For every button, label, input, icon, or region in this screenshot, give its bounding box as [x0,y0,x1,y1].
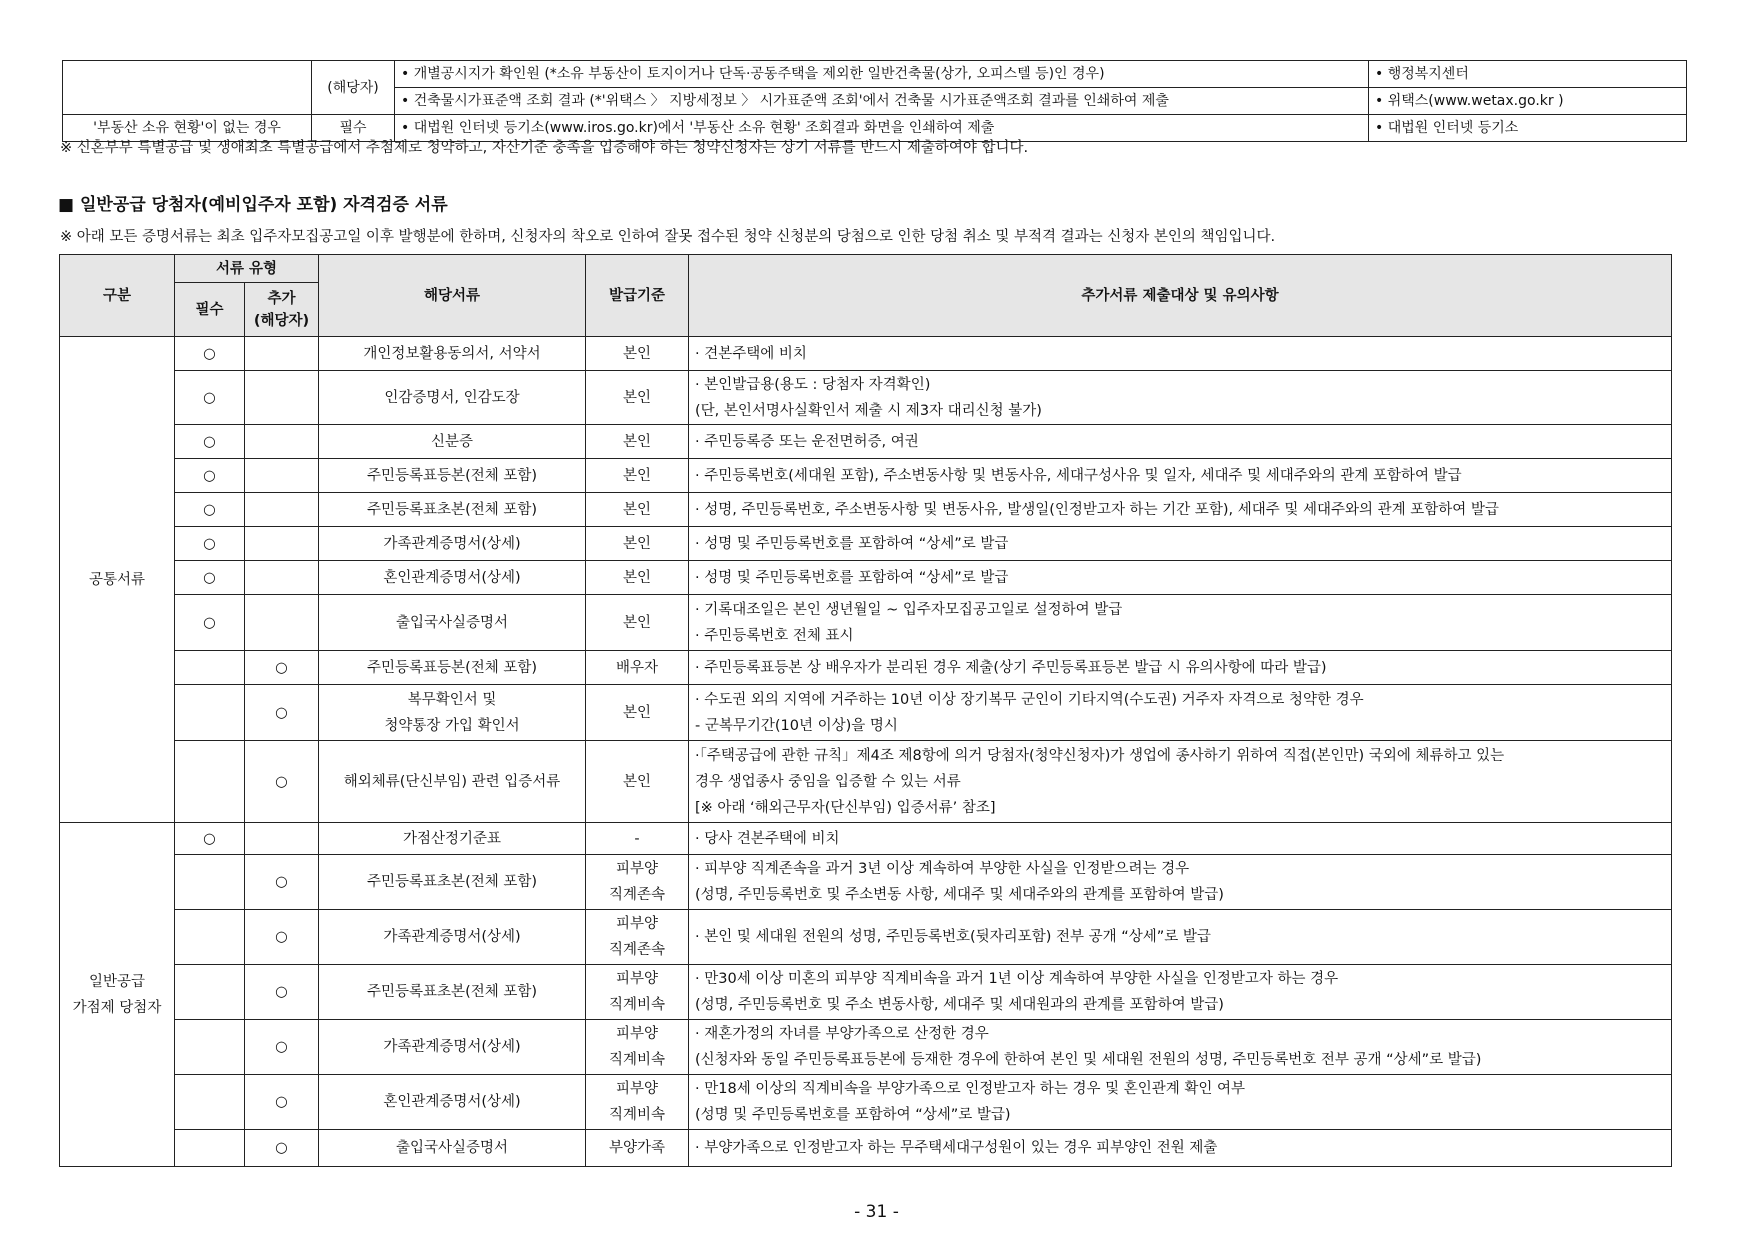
table-cell: • 대법원 인터넷 등기소 [1369,115,1687,142]
column-header: 구분 [60,255,175,337]
table-cell [175,1020,245,1075]
table-cell: 필수 [312,115,395,142]
table-cell [245,459,319,493]
issue-basis: 부양가족 [586,1130,689,1167]
group-label: 공통서류 [60,337,175,823]
notes-cell [689,823,1672,855]
doc-name: 주민등록표초본(전체 포함) [319,493,586,527]
table-cell [245,337,319,371]
documents-table [59,254,1672,1167]
group-label-line: 가점제 당첨자 [72,999,162,1016]
table-row [60,910,1672,965]
required-mark: ○ [175,823,245,855]
issue-basis [586,1075,689,1130]
basis-line: 피부양 [616,861,659,877]
table-cell [175,741,245,823]
table-row [60,561,1672,595]
doc-name: 개인정보활용동의서, 서약서 [319,337,586,371]
notes-cell [689,651,1672,685]
issue-basis: 본인 [586,459,689,493]
doc-name-line: 복무확인서 및 [407,691,497,708]
note-line: · 성명, 주민등록번호, 주소변동사항 및 변동사유, 발생일(인정받고자 하는 기간 포함), 세대주 및 세대주와의 관계 포함하여 발급 [695,501,1499,518]
table-cell [245,561,319,595]
issue-basis [586,965,689,1020]
table-row [60,493,1672,527]
required-mark: ○ [175,561,245,595]
doc-name: 신분증 [319,425,586,459]
doc-name: 주민등록표등본(전체 포함) [319,459,586,493]
column-header [245,283,319,337]
note-line: (성명 및 주민등록번호를 포함하여 “상세”로 발급) [695,1107,1011,1123]
column-header: 발급기준 [586,255,689,337]
notes-cell [689,855,1672,910]
issue-basis: 본인 [586,527,689,561]
basis-line: 직계존속 [609,887,666,903]
note-line: · 수도권 외의 지역에 거주하는 10년 이상 장기복무 군인이 기타지역(수도권) 거주자 자격으로 청약한 경우 [695,691,1364,708]
issue-basis [586,855,689,910]
note-line: · 본인발급용(용도 : 당첨자 자격확인) [695,376,931,393]
note-line: · 성명 및 주민등록번호를 포함하여 “상세”로 발급 [695,569,1009,586]
table-cell [175,1130,245,1167]
notes-cell [689,425,1672,459]
doc-name: 혼인관계증명서(상세) [319,561,586,595]
notes-cell [689,595,1672,651]
notes-cell [689,1130,1672,1167]
note-line: - 군복무기간(10년 이상)을 명시 [695,717,898,734]
table-cell [245,823,319,855]
issue-basis: - [586,823,689,855]
header-sublabel: (해당자) [253,312,310,329]
column-header: 필수 [175,283,245,337]
additional-mark: ○ [245,685,319,741]
page-number: - 31 - [854,1202,899,1222]
doc-name: 해외체류(단신부임) 관련 입증서류 [319,741,586,823]
table-cell: (해당자) [312,61,395,115]
table-row [60,741,1672,823]
doc-name: 가족관계증명서(상세) [319,527,586,561]
table-row [60,965,1672,1020]
required-mark: ○ [175,371,245,425]
issue-basis [586,1020,689,1075]
table-cell [175,855,245,910]
basis-line: 직계존속 [609,942,666,958]
issue-basis: 본인 [586,685,689,741]
notes-cell [689,493,1672,527]
note-line: · 만30세 이상 미혼의 피부양 직계비속을 과거 1년 이상 계속하여 부양한 사실을 인정받고자 하는 경우 [695,971,1339,987]
basis-line: 피부양 [616,1081,659,1097]
note-line: · 주민등록번호 전체 표시 [695,627,854,644]
column-header: 서류 유형 [175,255,319,283]
table-cell [175,651,245,685]
basis-line: 피부양 [616,1026,659,1042]
additional-mark: ○ [245,910,319,965]
table-cell [245,493,319,527]
issue-basis: 본인 [586,741,689,823]
table-row [60,651,1672,685]
notes-cell [689,459,1672,493]
note-line: · 주민등록번호(세대원 포함), 주소변동사항 및 변동사유, 세대구성사유 및 일자, 세대주 및 세대주와의 관계 포함하여 발급 [695,467,1462,484]
required-mark: ○ [175,425,245,459]
additional-mark: ○ [245,651,319,685]
table-cell: • 건축물시가표준액 조회 결과 (*'위택스 〉 지방세정보 〉 시가표준액 조회'에서 건축물 시가표준액조회 결과를 인쇄하여 제출 [395,88,1369,115]
basis-line: 직계비속 [609,1052,666,1068]
note-line: (성명, 주민등록번호 및 주소 변동사항, 세대주 및 세대원과의 관계를 포함하여 발급) [695,997,1224,1013]
additional-mark: ○ [245,741,319,823]
notes-cell [689,371,1672,425]
column-header: 추가서류 제출대상 및 유의사항 [689,255,1672,337]
issue-basis: 본인 [586,493,689,527]
notes-cell [689,910,1672,965]
notes-cell [689,337,1672,371]
column-header: 해당서류 [319,255,586,337]
note-line: · 당사 견본주택에 비치 [695,830,840,847]
table-row [60,595,1672,651]
notes-cell [689,741,1672,823]
table-row [60,855,1672,910]
doc-name: 인감증명서, 인감도장 [319,371,586,425]
note-text: ※ 아래 모든 증명서류는 최초 입주자모집공고일 이후 발행분에 한하며, 신청자의 착오로 인하여 잘못 접수된 청약 신청분의 당첨으로 인한 당첨 취소 및 부적격 결과는 신청자 본인의 책임입니다. [60,229,1276,245]
required-mark: ○ [175,459,245,493]
doc-name: 혼인관계증명서(상세) [319,1075,586,1130]
basis-line: 직계비속 [609,1107,666,1123]
note-line: (성명, 주민등록번호 및 주소변동 사항, 세대주 및 세대주와의 관계를 포함하여 발급) [695,887,1224,903]
required-mark: ○ [175,595,245,651]
doc-name: 주민등록표등본(전체 포함) [319,651,586,685]
notes-cell [689,685,1672,741]
doc-name: 가족관계증명서(상세) [319,910,586,965]
table-cell [175,965,245,1020]
table-cell: • 대법원 인터넷 등기소(www.iros.go.kr)에서 '부동산 소유 현황' 조회결과 화면을 인쇄하여 제출 [395,115,1369,142]
table-row [60,527,1672,561]
issue-basis [586,910,689,965]
required-mark: ○ [175,493,245,527]
table-row [60,337,1672,371]
table-row [60,685,1672,741]
note-line: · 주민등록표등본 상 배우자가 분리된 경우 제출(상기 주민등록표등본 발급 시 유의사항에 따라 발급) [695,659,1327,676]
note-line: · 본인 및 세대원 전원의 성명, 주민등록번호(뒷자리포함) 전부 공개 “상세”로 발급 [695,929,1211,945]
top-table [62,60,1687,142]
table-cell [245,425,319,459]
additional-mark: ○ [245,1020,319,1075]
table-row [60,1130,1672,1167]
table-cell [245,527,319,561]
doc-name: 가족관계증명서(상세) [319,1020,586,1075]
note-line: (단, 본인서명사실확인서 제출 시 제3자 대리신청 불가) [695,402,1042,419]
table-row [60,371,1672,425]
header-row [60,255,1672,283]
table-row [60,425,1672,459]
table-row [60,1020,1672,1075]
doc-name [319,685,586,741]
issue-basis: 본인 [586,425,689,459]
doc-name: 주민등록표초본(전체 포함) [319,965,586,1020]
group-label [60,823,175,1167]
table-cell [175,1075,245,1130]
issue-basis: 본인 [586,337,689,371]
note-line: · 기록대조일은 본인 생년월일 ~ 입주자모집공고일로 설정하여 발급 [695,601,1123,618]
required-mark: ○ [175,527,245,561]
header-label: 추가 [267,290,296,307]
basis-line: 피부양 [616,916,659,932]
note-line: 경우 생업종사 중임을 입증할 수 있는 서류 [695,773,961,790]
table-cell: • 개별공시지가 확인원 (*소유 부동산이 토지이거나 단독·공동주택을 제외한 일반건축물(상가, 오피스텔 등)인 경우) [395,61,1369,88]
table-cell [175,685,245,741]
note-line: · 재혼가정의 자녀를 부양가족으로 산정한 경우 [695,1026,989,1042]
table-row [60,459,1672,493]
table-cell [245,371,319,425]
note-text: ※ 신혼부부 특별공급 및 생애최초 특별공급에서 추첨제로 청약하고, 자산기준 충족을 입증해야 하는 청약신청자는 상기 서류를 반드시 제출하여야 합니다. [60,140,1029,156]
additional-mark: ○ [245,965,319,1020]
basis-line: 직계비속 [609,997,666,1013]
doc-name: 출입국사실증명서 [319,595,586,651]
note-line: [※ 아래 ‘해외근무자(단신부임) 입증서류’ 참조] [695,799,996,816]
table-cell [245,595,319,651]
doc-name-line: 청약통장 가입 확인서 [384,717,520,734]
notes-cell [689,965,1672,1020]
additional-mark: ○ [245,855,319,910]
note-line: · 부양가족으로 인정받고자 하는 무주택세대구성원이 있는 경우 피부양인 전원 제출 [695,1140,1218,1156]
notes-cell [689,1075,1672,1130]
doc-name: 가점산정기준표 [319,823,586,855]
additional-mark: ○ [245,1075,319,1130]
table-cell: • 위택스(www.wetax.go.kr ) [1369,88,1687,115]
required-mark: ○ [175,337,245,371]
note-line: ·「주택공급에 관한 규칙」제4조 제8항에 의거 당첨자(청약신청자)가 생업에 종사하기 위하여 직접(본인만) 국외에 체류하고 있는 [695,747,1505,764]
note-line: · 피부양 직계존속을 과거 3년 이상 계속하여 부양한 사실을 인정받으려는 경우 [695,861,1190,877]
note-line: · 성명 및 주민등록번호를 포함하여 “상세”로 발급 [695,535,1009,552]
issue-basis: 본인 [586,371,689,425]
section-title: ■ 일반공급 당첨자(예비입주자 포함) 자격검증 서류 [58,195,448,215]
note-line: · 만18세 이상의 직계비속을 부양가족으로 인정받고자 하는 경우 및 혼인관계 확인 여부 [695,1081,1246,1097]
table-row [60,1075,1672,1130]
note-line: · 주민등록증 또는 운전면허증, 여권 [695,433,919,450]
note-line: · 견본주택에 비치 [695,345,807,362]
table-cell [63,61,312,115]
doc-name: 주민등록표초본(전체 포함) [319,855,586,910]
group-label-line: 일반공급 [88,973,146,990]
notes-cell [689,527,1672,561]
table-cell [175,910,245,965]
notes-cell [689,1020,1672,1075]
issue-basis: 배우자 [586,651,689,685]
issue-basis: 본인 [586,595,689,651]
table-row [60,823,1672,855]
note-line: (신청자와 동일 주민등록표등본에 등재한 경우에 한하여 본인 및 세대원 전원의 성명, 주민등록번호 전부 공개 “상세”로 발급) [695,1052,1482,1068]
table-row [63,61,1687,88]
additional-mark: ○ [245,1130,319,1167]
table-cell: '부동산 소유 현황'이 없는 경우 [63,115,312,142]
notes-cell [689,561,1672,595]
table-cell: • 행정복지센터 [1369,61,1687,88]
issue-basis: 본인 [586,561,689,595]
basis-line: 피부양 [616,971,659,987]
doc-name: 출입국사실증명서 [319,1130,586,1167]
